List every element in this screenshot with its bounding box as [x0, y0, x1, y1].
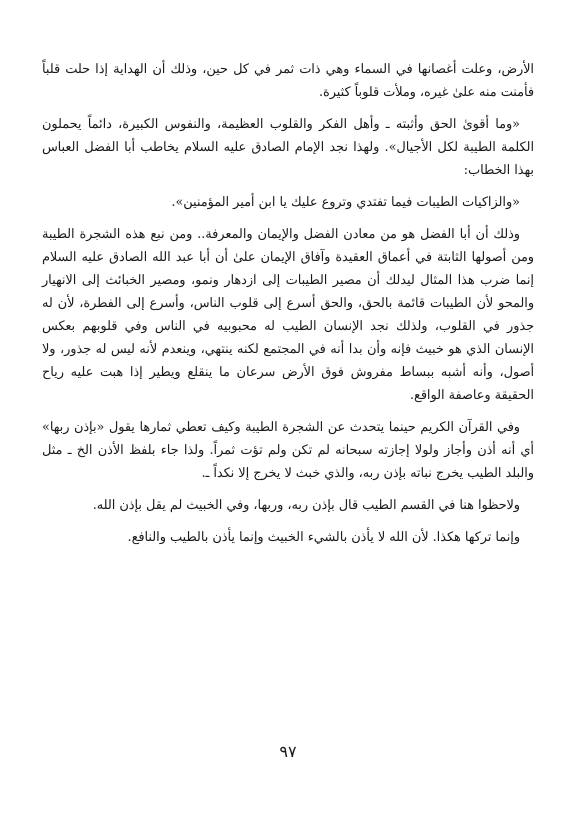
paragraph-4: وذلك أن أبا الفضل هو من معادن الفضل والإيمان والمعرفة.. ومن نبع هذه الشجرة الطيبة ومن أصولها الثابتة في أعماق العقيدة وآفاق الإيمان علىٰ أن أبا عبد الله الصادق عليه السلام إنما ضرب هذا المثال ليدلك أن مصير الطيبات إلى ازدهار ونمو، ومصير الخبائث إلى الانهيار والمحو لأن الطيبات قائمة بالحق، والحق أسرع إلى قلوب الناس، وأسرع إلى الفطرة، لأن له جذور في القلوب، ولذلك نجد الإنسان الطيب له محبوبيه في الناس وفي قلوبهم بعكس الإنسان الذي هو خبيث فإنه وأن بدا أنه في المجتمع لكنه ينتهي، وينعدم لأنه ليس له جذور، ولا أصول، وأنه أشبه ببساط مفروش فوق الأرض سرعان ما ينقلع ويطير إذا هبت عليه رياح الحقيقة وعاصفة الواقع. [42, 227, 534, 403]
paragraph-1: الأرض، وعلت أغصانها في السماء وهي ذات ثمر في كل حين، وذلك أن الهداية إذا حلت قلباً فأمنت منه علىٰ غيره، وملأت قلوباً كثيرة. [42, 62, 534, 100]
page-number: ٩٧ [279, 742, 297, 761]
paragraph-5: وفي القرآن الكريم حينما يتحدث عن الشجرة الطيبة وكيف تعطي ثمارها يقول «بإذن ربها» أي أنه أذن وأجاز ولولا إجازته سبحانه لم تكن ولم تؤت ثمراً. ولذا جاء بلفظ الأذن الخ ـ مثل والبلد الطيب يخرج نباته بإذن ربه، والذي خبث لا يخرج إلا نكداً ـ. [42, 420, 534, 481]
paragraph-7: وإنما تركها هكذا. لأن الله لا يأذن بالشيء الخبيث وإنما يأذن بالطيب والنافع. [127, 530, 520, 545]
paragraph-2: «وما أقوىٰ الحق وأثبته ـ وأهل الفكر والقلوب العظيمة، والنفوس الكبيرة، دائماً يحملون الكلمة الطيبة لكل الأجيال». ولهذا نجد الإمام الصادق عليه السلام يخاطب أبا الفضل العباس بهذا الخطاب: [42, 117, 534, 178]
paragraph-6: ولاحظوا هنا في القسم الطيب قال بإذن ربه، وربها، وفي الخبيث لم يقل بإذن الله. [92, 498, 520, 513]
paragraph-3-quote: «والزاكيات الطيبات فيما تفتدي وتروع عليك يا ابن أمير المؤمنين». [171, 195, 520, 210]
book-page-text [42, 58, 534, 558]
